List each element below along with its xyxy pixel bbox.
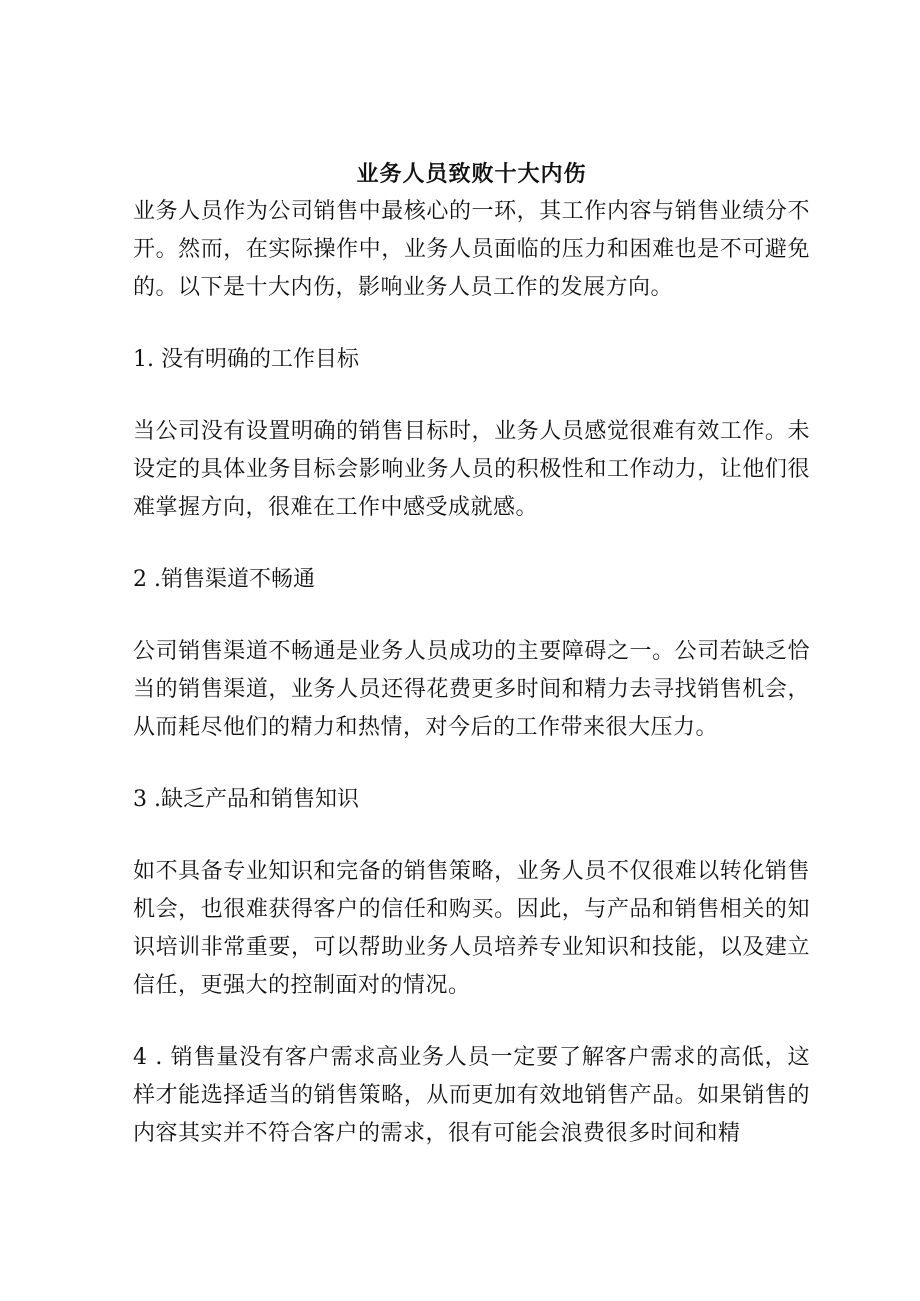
section-heading-1: 1. 没有明确的工作目标 <box>133 347 359 372</box>
section-heading-3: 3 .缺乏产品和销售知识 <box>133 787 359 812</box>
section-body-4: 4 . 销售量没有客户需求高业务人员一定要了解客户需求的高低，这样才能选择适当的销售策略，从而更加有效地销售产品。如果销售的内容其实并不符合客户的需求，很有可能会浪费很多时间和精 <box>133 1045 810 1146</box>
document-title: 业务人员致败十大内伤 <box>356 161 587 187</box>
section-heading-2: 2 .销售渠道不畅通 <box>133 567 315 592</box>
section-body-3: 如不具备专业知识和完备的销售策略，业务人员不仅很难以转化销售机会，也很难获得客户的信任和购买。因此，与产品和销售相关的知识培训非常重要，可以帮助业务人员培养专业知识和技能，以及建立信任，更强大的控制面对的情况。 <box>133 859 810 998</box>
section-body-2: 公司销售渠道不畅通是业务人员成功的主要障碍之一。公司若缺乏恰当的销售渠道，业务人员还得花费更多时间和精力去寻找销售机会，从而耗尽他们的精力和热情，对今后的工作带来很大压力。 <box>133 639 810 740</box>
intro-paragraph: 业务人员作为公司销售中最核心的一环，其工作内容与销售业绩分不开。然而，在实际操作中，业务人员面临的压力和困难也是不可避免的。以下是十大内伤，影响业务人员工作的发展方向。 <box>133 199 810 300</box>
section-body-1: 当公司没有设置明确的销售目标时，业务人员感觉很难有效工作。未设定的具体业务目标会影响业务人员的积极性和工作动力，让他们很难掌握方向，很难在工作中感受成就感。 <box>133 419 810 520</box>
document-body <box>133 155 810 1153</box>
